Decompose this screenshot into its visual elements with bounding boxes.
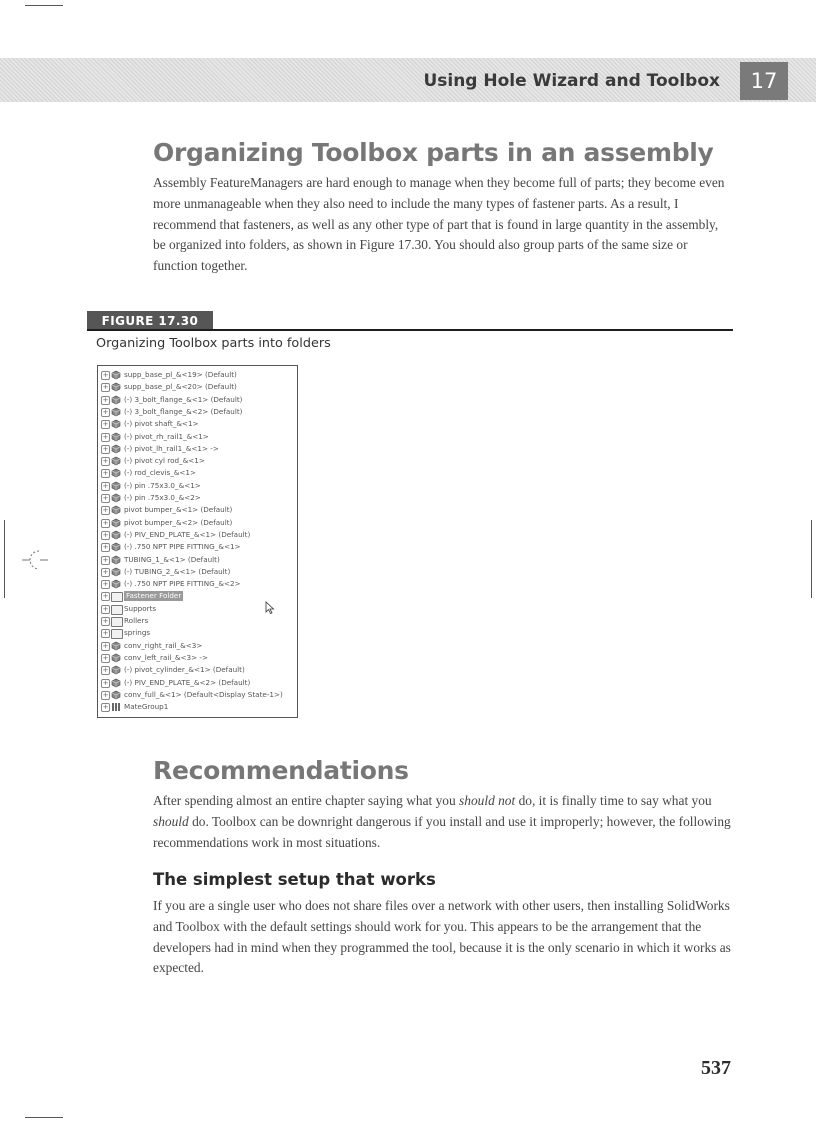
expand-toggle-icon[interactable]: + bbox=[102, 469, 109, 478]
expand-toggle-icon[interactable]: + bbox=[102, 530, 109, 539]
expand-toggle-icon[interactable]: + bbox=[102, 555, 109, 564]
part-icon bbox=[111, 530, 121, 540]
tree-item[interactable] bbox=[98, 542, 297, 553]
part-icon bbox=[111, 567, 121, 577]
tree-item-label: supp_base_pl_&<20> (Default) bbox=[124, 382, 237, 392]
tree-item-label: (-) pin .75x3.0_&<2> bbox=[124, 493, 201, 502]
tree-item[interactable] bbox=[98, 456, 297, 467]
tree-item[interactable] bbox=[98, 653, 297, 664]
tree-item-label: springs bbox=[124, 628, 151, 638]
expand-toggle-icon[interactable]: + bbox=[102, 457, 109, 466]
subheading-simplest-setup: The simplest setup that works bbox=[153, 870, 436, 889]
tree-item[interactable] bbox=[98, 616, 297, 627]
tree-item-label: pivot bumper_&<2> (Default) bbox=[124, 517, 233, 527]
tree-item[interactable] bbox=[98, 382, 297, 393]
expand-toggle-icon[interactable]: + bbox=[102, 617, 109, 625]
mate-group-icon bbox=[111, 702, 121, 712]
tree-item-label: (-) pivot_cylinder_&<1> (Default) bbox=[124, 665, 245, 675]
tree-item[interactable] bbox=[98, 530, 297, 541]
tree-item-label: (-) rod_clevis_&<1> bbox=[124, 468, 197, 478]
tree-item[interactable] bbox=[98, 505, 297, 516]
figure-caption: Organizing Toolbox parts into folders bbox=[96, 336, 331, 351]
expand-toggle-icon[interactable]: + bbox=[102, 678, 109, 687]
tree-item[interactable] bbox=[98, 468, 297, 479]
tree-item-label: conv_left_rail_&<3> -> bbox=[124, 652, 209, 662]
tree-item[interactable] bbox=[98, 604, 297, 615]
part-icon bbox=[111, 432, 121, 442]
paragraph-simplest-setup: If you are a single user who does not share files over a network with other users, then installing SolidWorks and Toolbox with the default settings should work for you. This appears to be the arrangement that the developers had in mind when they programmed the tool, because it is the only scenario in which it works as expected. bbox=[153, 898, 731, 976]
part-icon bbox=[111, 370, 121, 380]
part-icon bbox=[111, 665, 121, 675]
part-icon bbox=[111, 678, 121, 688]
part-icon bbox=[111, 653, 121, 663]
tree-item-label: (-) .750 NPT PIPE FITTING_&<2> bbox=[124, 579, 241, 589]
expand-toggle-icon[interactable]: + bbox=[102, 395, 109, 404]
tree-item-label: (-) pivot_lh_rail1_&<1> -> bbox=[124, 443, 219, 453]
expand-toggle-icon[interactable]: + bbox=[102, 653, 109, 662]
tree-item-label: (-) pivot cyl rod_&<1> bbox=[124, 456, 205, 466]
tree-item-label: (-) 3_bolt_flange_&<1> (Default) bbox=[124, 394, 243, 404]
expand-toggle-icon[interactable]: + bbox=[102, 543, 109, 552]
tree-item[interactable] bbox=[98, 518, 297, 529]
tree-item-label: conv_right_rail_&<3> bbox=[124, 640, 203, 650]
expand-toggle-icon[interactable]: + bbox=[102, 604, 109, 613]
emphasis-should: should bbox=[153, 813, 189, 829]
tree-item[interactable] bbox=[98, 370, 297, 381]
expand-toggle-icon[interactable]: + bbox=[102, 383, 109, 392]
tree-item[interactable] bbox=[98, 628, 297, 639]
part-icon bbox=[111, 468, 121, 478]
tree-item[interactable] bbox=[98, 641, 297, 652]
tree-item-label: (-) TUBING_2_&<1> (Default) bbox=[124, 566, 231, 576]
tree-item[interactable] bbox=[98, 690, 297, 701]
crop-mark-left-edge bbox=[4, 520, 5, 598]
tree-item[interactable] bbox=[98, 678, 297, 689]
expand-toggle-icon[interactable]: + bbox=[102, 371, 109, 379]
tree-item-label: (-) pivot_rh_rail1_&<1> bbox=[124, 431, 209, 441]
part-icon bbox=[111, 481, 121, 491]
part-icon bbox=[111, 419, 121, 429]
recommendations-text-3: do. Toolbox can be downright dangerous if you install and use it improperly; however, the following recommendations work in most situations. bbox=[153, 813, 731, 850]
tree-item-label: (-) PIV_END_PLATE_&<2> (Default) bbox=[124, 677, 251, 687]
expand-toggle-icon[interactable]: + bbox=[102, 567, 109, 576]
tree-item-label: (-) 3_bolt_flange_&<2> (Default) bbox=[124, 406, 243, 416]
tree-item[interactable] bbox=[98, 493, 297, 504]
expand-toggle-icon[interactable]: + bbox=[102, 407, 109, 416]
tree-item[interactable] bbox=[98, 419, 297, 430]
crop-mark-bottom-left bbox=[25, 1117, 63, 1118]
tree-item[interactable] bbox=[98, 555, 297, 566]
expand-toggle-icon[interactable]: + bbox=[102, 494, 109, 502]
paragraph-organizing: Assembly FeatureManagers are hard enough to manage when they become full of parts; they become even more unmanageable when they also need to include the many types of fastener parts. As a result, I recommend that fasteners, as well as any other type of part that is found in large quantity in the assembly, be organized into folders, as shown in Figure 17.30. You should also group parts of the same size or function together. bbox=[153, 175, 725, 274]
folder-icon bbox=[111, 617, 123, 627]
expand-toggle-icon[interactable]: + bbox=[102, 444, 109, 453]
expand-toggle-icon[interactable]: + bbox=[102, 580, 109, 589]
part-icon bbox=[111, 641, 121, 651]
tree-item[interactable] bbox=[98, 591, 297, 602]
feature-manager-tree bbox=[97, 365, 298, 718]
part-icon bbox=[111, 518, 121, 528]
tree-item-label: Supports bbox=[124, 603, 157, 613]
folder-icon bbox=[111, 605, 123, 615]
part-icon bbox=[111, 444, 121, 454]
tree-item[interactable] bbox=[98, 395, 297, 406]
part-icon bbox=[111, 493, 121, 503]
tree-item-label: supp_base_pl_&<19> (Default) bbox=[124, 370, 237, 379]
folder-icon bbox=[111, 629, 123, 639]
part-icon bbox=[111, 407, 121, 417]
recommendations-text-2: do, it is finally time to say what you bbox=[515, 793, 712, 808]
tree-item[interactable] bbox=[98, 579, 297, 590]
part-icon bbox=[111, 579, 121, 589]
part-icon bbox=[111, 690, 121, 700]
section-heading-organizing: Organizing Toolbox parts in an assembly bbox=[153, 138, 714, 167]
tree-item[interactable] bbox=[98, 444, 297, 455]
expand-toggle-icon[interactable]: + bbox=[102, 703, 109, 712]
registration-mark-icon bbox=[22, 548, 48, 572]
tree-item-label: MateGroup1 bbox=[124, 702, 169, 712]
page-number: 537 bbox=[701, 1057, 731, 1079]
expand-toggle-icon[interactable]: + bbox=[102, 592, 109, 601]
tree-item[interactable] bbox=[98, 567, 297, 578]
figure-rule bbox=[87, 329, 733, 331]
emphasis-should-not: should not bbox=[459, 793, 516, 808]
tree-item-label: TUBING_1_&<1> (Default) bbox=[124, 554, 220, 564]
expand-toggle-icon[interactable]: + bbox=[102, 690, 109, 699]
running-header-title: Using Hole Wizard and Toolbox bbox=[423, 71, 720, 91]
expand-toggle-icon[interactable]: + bbox=[102, 432, 109, 441]
tree-item[interactable] bbox=[98, 702, 297, 713]
tree-item-label: (-) pivot shaft_&<1> bbox=[124, 419, 199, 429]
part-icon bbox=[111, 456, 121, 466]
part-icon bbox=[111, 505, 121, 515]
expand-toggle-icon[interactable]: + bbox=[102, 506, 109, 515]
tree-item[interactable] bbox=[98, 432, 297, 443]
expand-toggle-icon[interactable]: + bbox=[102, 481, 109, 490]
part-icon bbox=[111, 382, 121, 392]
folder-icon bbox=[111, 592, 123, 602]
crop-mark-top-left bbox=[25, 5, 63, 6]
crop-mark-right-edge bbox=[811, 520, 812, 598]
expand-toggle-icon[interactable]: + bbox=[102, 641, 109, 650]
chapter-number-badge: 17 bbox=[740, 62, 788, 100]
tree-item-label: conv_full_&<1> (Default<Display State-1>) bbox=[124, 689, 283, 699]
part-icon bbox=[111, 542, 121, 552]
expand-toggle-icon[interactable]: + bbox=[102, 420, 109, 429]
tree-item-label: Rollers bbox=[124, 616, 149, 625]
figure-label: FIGURE 17.30 bbox=[87, 311, 213, 331]
expand-toggle-icon[interactable]: + bbox=[102, 629, 109, 638]
tree-item-label: Fastener Folder bbox=[126, 591, 182, 601]
part-icon bbox=[111, 395, 121, 405]
part-icon bbox=[111, 555, 121, 565]
tree-item-label: (-) pin .75x3.0_&<1> bbox=[124, 480, 201, 490]
expand-toggle-icon[interactable]: + bbox=[102, 666, 109, 675]
section-heading-recommendations: Recommendations bbox=[153, 756, 409, 785]
tree-item-label: pivot bumper_&<1> (Default) bbox=[124, 505, 233, 515]
tree-item[interactable] bbox=[98, 665, 297, 676]
tree-item-label: (-) PIV_END_PLATE_&<1> (Default) bbox=[124, 529, 251, 539]
expand-toggle-icon[interactable]: + bbox=[102, 518, 109, 527]
paragraph-recommendations bbox=[153, 791, 733, 853]
tree-item[interactable] bbox=[98, 407, 297, 418]
tree-item[interactable] bbox=[98, 481, 297, 492]
tree-item-label: (-) .750 NPT PIPE FITTING_&<1> bbox=[124, 542, 241, 552]
recommendations-text-1: After spending almost an entire chapter saying what you bbox=[153, 793, 460, 808]
